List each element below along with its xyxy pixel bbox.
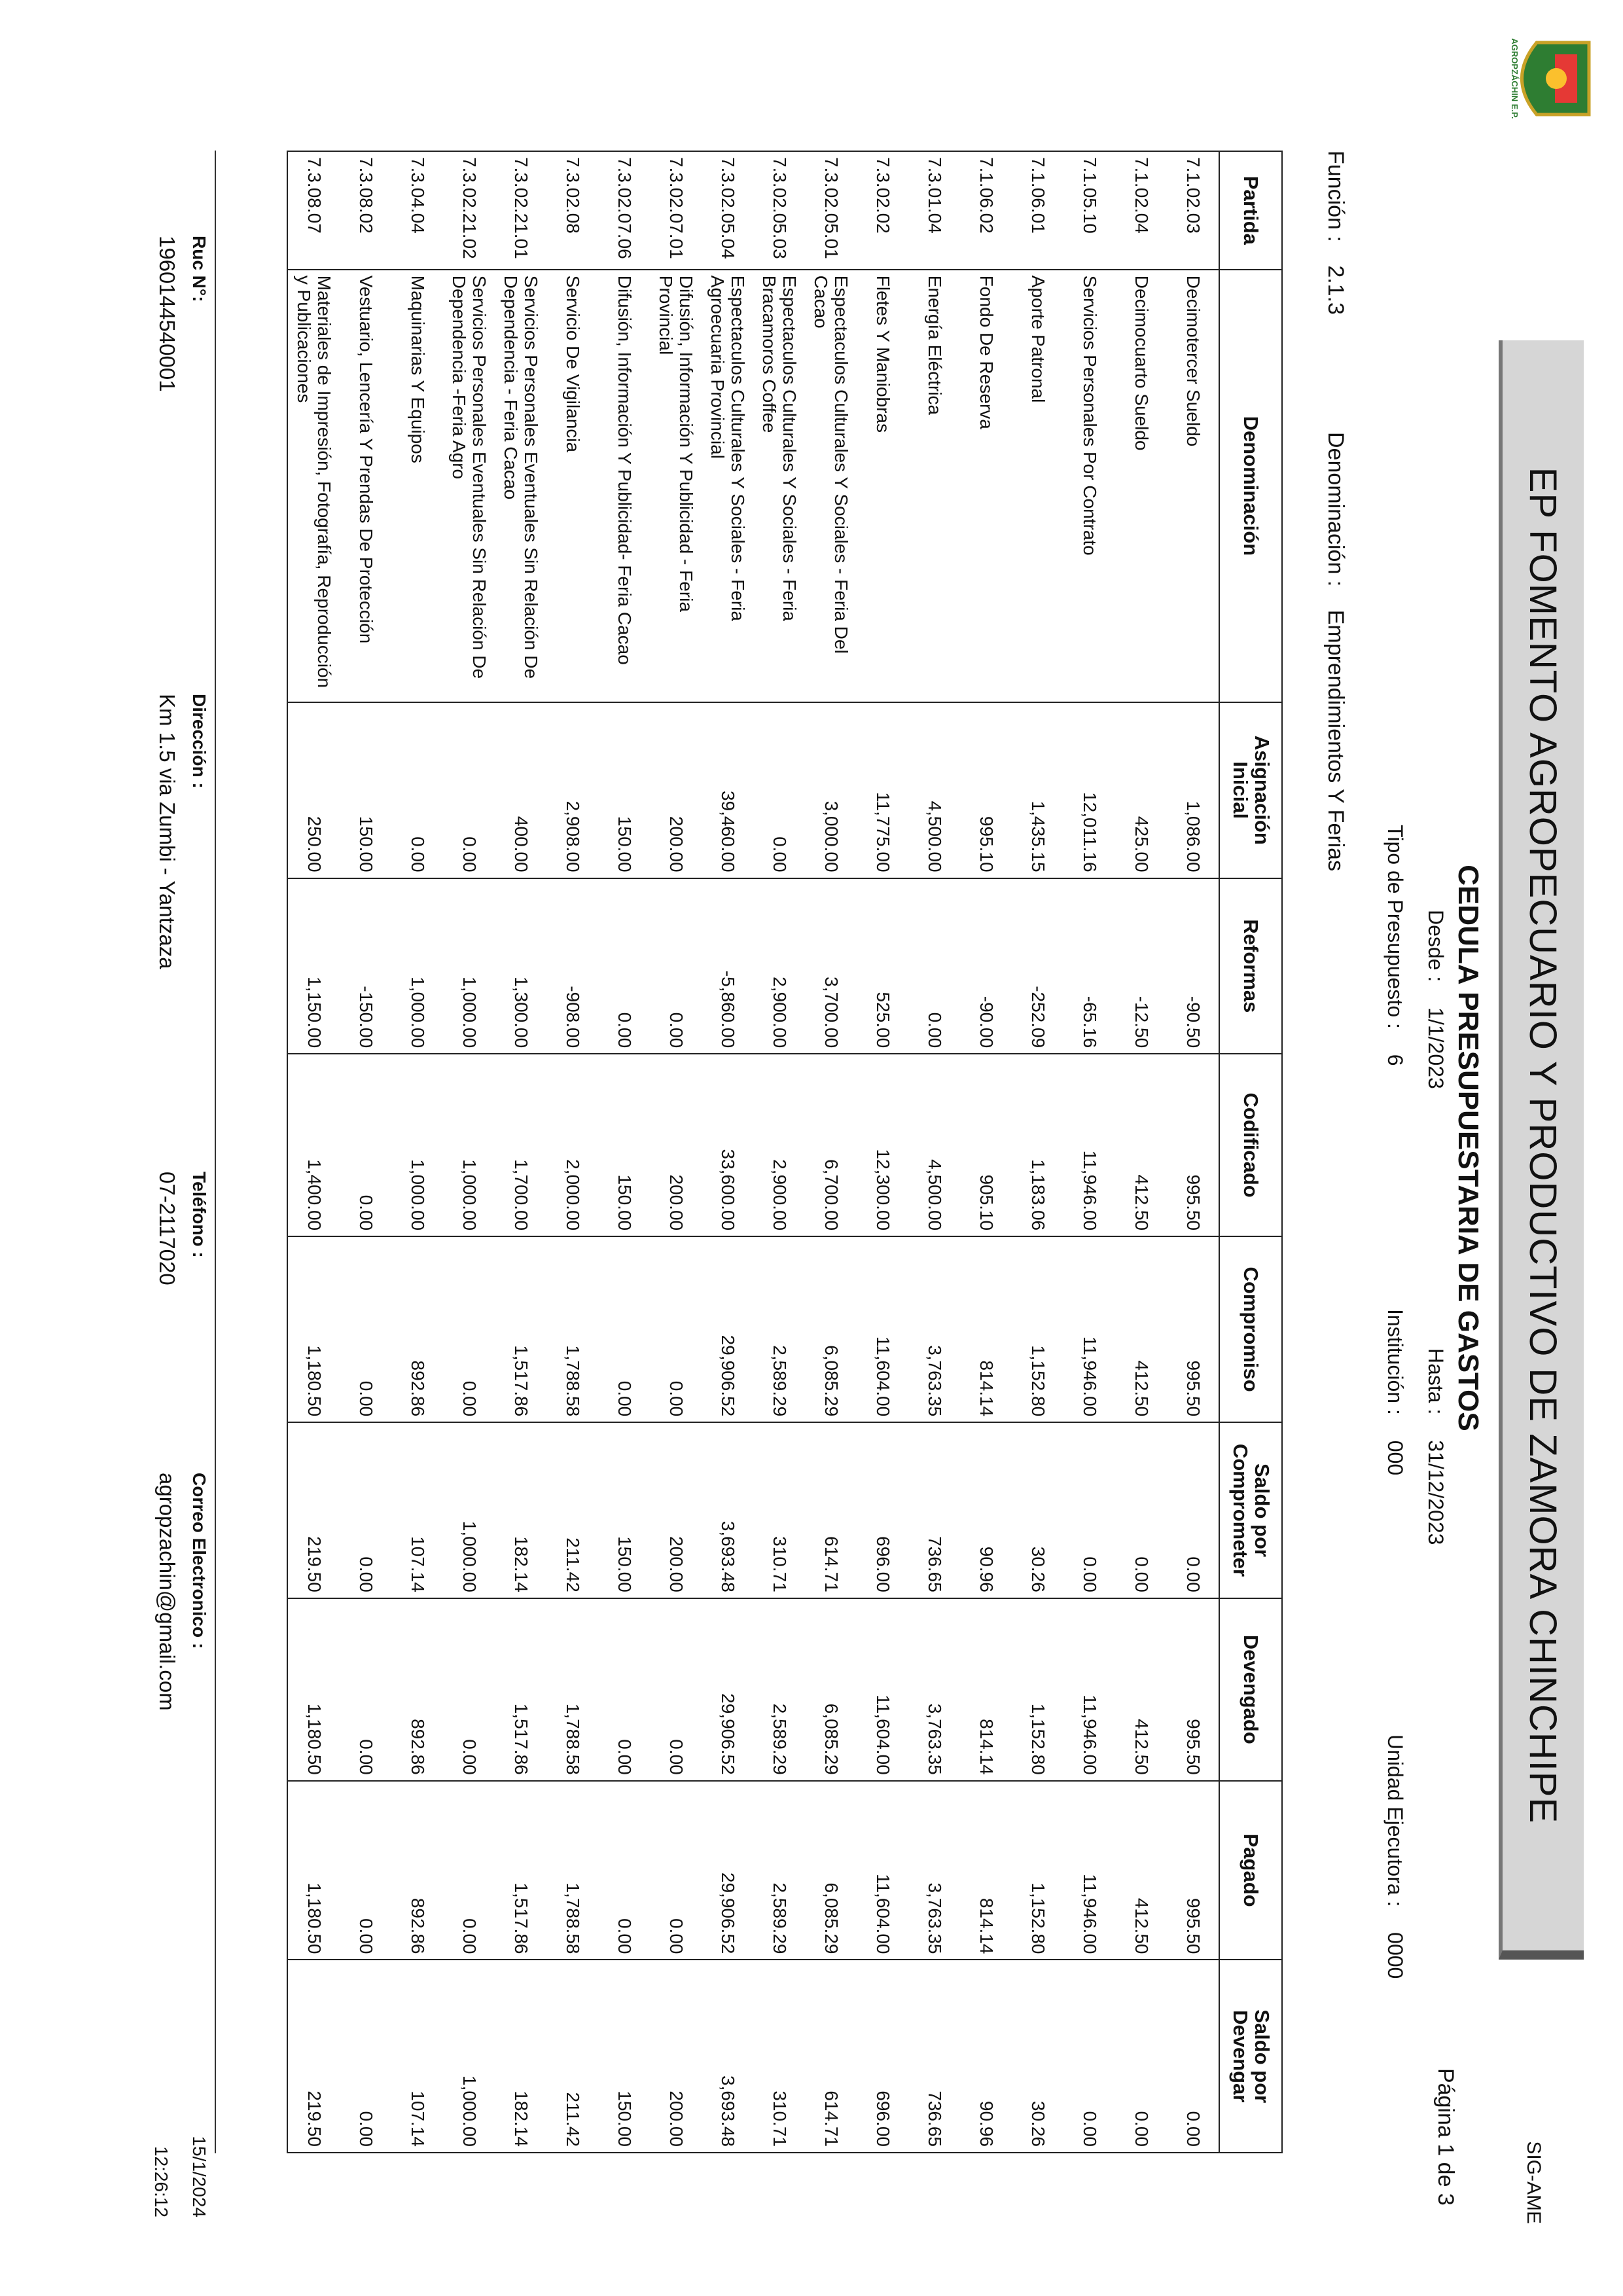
amount-cell: 0.00 <box>598 1236 650 1422</box>
amount-cell: 11,604.00 <box>857 1236 908 1422</box>
footer-email <box>154 1473 209 1711</box>
denominacion-cell: Energía Eléctrica <box>908 270 960 702</box>
amount-cell: 219.50 <box>287 1422 340 1598</box>
amount-cell: 696.00 <box>857 1422 908 1598</box>
amount-cell: 12,300.00 <box>857 1054 908 1236</box>
report-title: CEDULA PRESUPUESTARIA DE GASTOS <box>1452 865 1484 1431</box>
partida-cell: 7.1.05.10 <box>1063 151 1115 270</box>
system-label: SIG-AME <box>1523 2141 1544 2224</box>
amount-cell: 1,152.80 <box>1012 1598 1063 1781</box>
table-row <box>857 151 908 2153</box>
email-label: Correo Electronico : <box>189 1473 209 1649</box>
denominacion-cell: Servicios Personales Eventuales Sin Relación De Dependencia -Feria Agro <box>443 270 495 702</box>
function-denomination-value: Emprendimientos Y Ferias <box>1323 609 1348 872</box>
amount-cell: 11,946.00 <box>1063 1598 1115 1781</box>
amount-cell: 0.00 <box>1167 1422 1219 1598</box>
amount-cell: 0.00 <box>340 1781 391 1960</box>
amount-cell: 200.00 <box>650 1054 702 1236</box>
table-row <box>1167 151 1219 2153</box>
institution-title: EP FOMENTO AGROPECUARIO Y PRODUCTIVO DE ZAMORA CHINCHIPE <box>1522 467 1565 1824</box>
partida-cell: 7.3.02.08 <box>546 151 598 270</box>
amount-cell: 90.96 <box>960 1960 1012 2153</box>
address-label: Dirección : <box>189 694 209 789</box>
amount-cell: 425.00 <box>1115 702 1167 878</box>
amount-cell: 0.00 <box>340 1598 391 1781</box>
partida-cell: 7.3.04.04 <box>391 151 443 270</box>
function-label: Función : <box>1323 151 1348 242</box>
table-row <box>443 151 495 2153</box>
amount-cell: 11,946.00 <box>1063 1236 1115 1422</box>
amount-cell: 736.65 <box>908 1960 960 2153</box>
amount-cell: 905.10 <box>960 1054 1012 1236</box>
footer-phone <box>154 1172 209 1285</box>
table-body <box>287 151 1219 2153</box>
partida-cell: 7.3.01.04 <box>908 151 960 270</box>
partida-cell: 7.3.02.21.02 <box>443 151 495 270</box>
amount-cell: 995.50 <box>1167 1054 1219 1236</box>
partida-cell: 7.3.02.05.04 <box>702 151 753 270</box>
amount-cell: 0.00 <box>443 1598 495 1781</box>
amount-cell: 90.96 <box>960 1422 1012 1598</box>
amount-cell: 11,946.00 <box>1063 1781 1115 1960</box>
amount-cell: 1,000.00 <box>443 1054 495 1236</box>
amount-cell: 814.14 <box>960 1236 1012 1422</box>
amount-cell: -90.00 <box>960 878 1012 1054</box>
table-row <box>598 151 650 2153</box>
amount-cell: 0.00 <box>598 1598 650 1781</box>
executing-unit <box>1383 1734 1407 1979</box>
column-header: Devengado <box>1219 1598 1282 1781</box>
table-row <box>960 151 1012 2153</box>
amount-cell: 1,152.80 <box>1012 1781 1063 1960</box>
amount-cell: 0.00 <box>1063 1960 1115 2153</box>
function-code <box>1323 151 1348 315</box>
amount-cell: 30.26 <box>1012 1960 1063 2153</box>
column-header: Asignación Inicial <box>1219 702 1282 878</box>
amount-cell: 1,788.58 <box>546 1598 598 1781</box>
table-row <box>287 151 340 2153</box>
amount-cell: 0.00 <box>1115 1960 1167 2153</box>
amount-cell: 12,011.16 <box>1063 702 1115 878</box>
column-header: Reformas <box>1219 878 1282 1054</box>
amount-cell: 6,085.29 <box>805 1781 857 1960</box>
amount-cell: 1,700.00 <box>495 1054 546 1236</box>
amount-cell: 1,000.00 <box>443 1960 495 2153</box>
column-header: Partida <box>1219 151 1282 270</box>
partida-cell: 7.3.02.02 <box>857 151 908 270</box>
amount-cell: 1,788.58 <box>546 1781 598 1960</box>
amount-cell: 1,180.50 <box>287 1236 340 1422</box>
footer-address <box>154 694 209 969</box>
amount-cell: 412.50 <box>1115 1598 1167 1781</box>
ruc-value: 1960144540001 <box>155 236 179 392</box>
amount-cell: 4,500.00 <box>908 702 960 878</box>
amount-cell: 1,435.15 <box>1012 702 1063 878</box>
column-header: Saldo por Devengar <box>1219 1960 1282 2153</box>
institution-title-banner <box>1499 340 1584 1960</box>
table-row <box>495 151 546 2153</box>
amount-cell: 412.50 <box>1115 1781 1167 1960</box>
amount-cell: 29,906.52 <box>702 1598 753 1781</box>
amount-cell: 39,460.00 <box>702 702 753 878</box>
table-row <box>391 151 443 2153</box>
amount-cell: -12.50 <box>1115 878 1167 1054</box>
amount-cell: 400.00 <box>495 702 546 878</box>
amount-cell: 0.00 <box>443 702 495 878</box>
table-header <box>1219 151 1282 2153</box>
denominacion-cell: Decimocuarto Sueldo <box>1115 270 1167 702</box>
amount-cell: 1,300.00 <box>495 878 546 1054</box>
amount-cell: 3,693.48 <box>702 1422 753 1598</box>
table-row <box>650 151 702 2153</box>
ruc-label: Ruc N°: <box>189 236 209 302</box>
agropzachin-logo <box>1497 29 1596 128</box>
amount-cell: 1,180.50 <box>287 1781 340 1960</box>
amount-cell: 11,946.00 <box>1063 1054 1115 1236</box>
amount-cell: 614.71 <box>805 1960 857 2153</box>
partida-cell: 7.3.08.02 <box>340 151 391 270</box>
denominacion-cell: Fondo De Reserva <box>960 270 1012 702</box>
amount-cell: 1,000.00 <box>391 1054 443 1236</box>
svg-text:AGROPZÁCHIN E.P.: AGROPZÁCHIN E.P. <box>1510 38 1520 119</box>
date-from-value: 1/1/2023 <box>1424 1007 1448 1089</box>
amount-cell: 0.00 <box>753 702 805 878</box>
amount-cell: 11,775.00 <box>857 702 908 878</box>
partida-cell: 7.3.02.05.03 <box>753 151 805 270</box>
amount-cell: 6,085.29 <box>805 1598 857 1781</box>
amount-cell: 2,589.29 <box>753 1236 805 1422</box>
amount-cell: -252.09 <box>1012 878 1063 1054</box>
print-date: 15/1/2024 <box>189 2136 209 2217</box>
amount-cell: 30.26 <box>1012 1422 1063 1598</box>
amount-cell: 150.00 <box>598 702 650 878</box>
institution-label: Institución : <box>1383 1309 1407 1415</box>
amount-cell: 250.00 <box>287 702 340 878</box>
amount-cell: 995.50 <box>1167 1598 1219 1781</box>
table-row <box>702 151 753 2153</box>
amount-cell: -5,860.00 <box>702 878 753 1054</box>
amount-cell: 219.50 <box>287 1960 340 2153</box>
amount-cell: 107.14 <box>391 1422 443 1598</box>
amount-cell: 1,150.00 <box>287 878 340 1054</box>
table-row <box>805 151 857 2153</box>
amount-cell: 200.00 <box>650 702 702 878</box>
amount-cell: 150.00 <box>598 1422 650 1598</box>
executing-unit-value: 0000 <box>1383 1932 1407 1979</box>
amount-cell: 200.00 <box>650 1960 702 2153</box>
amount-cell: 0.00 <box>650 1598 702 1781</box>
amount-cell: 150.00 <box>340 702 391 878</box>
budget-table <box>287 151 1283 2153</box>
table-row <box>546 151 598 2153</box>
amount-cell: 525.00 <box>857 878 908 1054</box>
amount-cell: 3,763.35 <box>908 1598 960 1781</box>
function-denomination <box>1323 432 1348 871</box>
table-row <box>1012 151 1063 2153</box>
amount-cell: 1,517.86 <box>495 1781 546 1960</box>
denominacion-cell: Difusión, Información Y Publicidad- Feria Cacao <box>598 270 650 702</box>
denominacion-cell: Vestuario, Lencería Y Prendas De Protección <box>340 270 391 702</box>
table-row <box>753 151 805 2153</box>
partida-cell: 7.3.02.05.01 <box>805 151 857 270</box>
phone-value: 07-2117020 <box>155 1172 179 1285</box>
amount-cell: 1,086.00 <box>1167 702 1219 878</box>
amount-cell: 0.00 <box>598 1781 650 1960</box>
amount-cell: -65.16 <box>1063 878 1115 1054</box>
partida-cell: 7.1.02.04 <box>1115 151 1167 270</box>
denominacion-cell: Decimotercer Sueldo <box>1167 270 1219 702</box>
amount-cell: 0.00 <box>340 1960 391 2153</box>
amount-cell: 6,700.00 <box>805 1054 857 1236</box>
amount-cell: 2,908.00 <box>546 702 598 878</box>
amount-cell: 310.71 <box>753 1422 805 1598</box>
denominacion-cell: Espectaculos Culturales Y Sociales - Feria Bracamoros Coffee <box>753 270 805 702</box>
amount-cell: 1,183.06 <box>1012 1054 1063 1236</box>
denominacion-cell: Aporte Patronal <box>1012 270 1063 702</box>
amount-cell: 3,763.35 <box>908 1781 960 1960</box>
amount-cell: 995.10 <box>960 702 1012 878</box>
amount-cell: 0.00 <box>443 1236 495 1422</box>
executing-unit-label: Unidad Ejecutora : <box>1383 1734 1407 1907</box>
date-to-label: Hasta : <box>1424 1348 1448 1415</box>
amount-cell: 2,589.29 <box>753 1781 805 1960</box>
amount-cell: 1,000.00 <box>443 878 495 1054</box>
table-row <box>1115 151 1167 2153</box>
amount-cell: 182.14 <box>495 1422 546 1598</box>
denominacion-cell: Servicio De Vigilancia <box>546 270 598 702</box>
date-from-label: Desde : <box>1424 910 1448 982</box>
amount-cell: 200.00 <box>650 1422 702 1598</box>
amount-cell: 995.50 <box>1167 1781 1219 1960</box>
amount-cell: 892.86 <box>391 1236 443 1422</box>
amount-cell: 3,000.00 <box>805 702 857 878</box>
amount-cell: 0.00 <box>650 1236 702 1422</box>
amount-cell: 3,700.00 <box>805 878 857 1054</box>
footer-divider <box>215 151 216 2153</box>
amount-cell: 412.50 <box>1115 1054 1167 1236</box>
budget-type <box>1383 825 1407 1066</box>
denominacion-cell: Servicios Personales Eventuales Sin Relación De Dependencia - Feria Cacao <box>495 270 546 702</box>
table-row <box>908 151 960 2153</box>
amount-cell: -90.50 <box>1167 878 1219 1054</box>
amount-cell: 11,604.00 <box>857 1598 908 1781</box>
amount-cell: 614.71 <box>805 1422 857 1598</box>
partida-cell: 7.3.02.07.01 <box>650 151 702 270</box>
amount-cell: 892.86 <box>391 1598 443 1781</box>
amount-cell: 1,517.86 <box>495 1598 546 1781</box>
institution-value: 000 <box>1383 1440 1407 1476</box>
amount-cell: -150.00 <box>340 878 391 1054</box>
denominacion-cell: Servicios Personales Por Contrato <box>1063 270 1115 702</box>
amount-cell: 0.00 <box>340 1236 391 1422</box>
amount-cell: 150.00 <box>598 1054 650 1236</box>
email-value: agropzachin@gmail.com <box>155 1473 179 1711</box>
amount-cell: 0.00 <box>1115 1422 1167 1598</box>
amount-cell: 0.00 <box>650 1781 702 1960</box>
partida-cell: 7.3.02.07.06 <box>598 151 650 270</box>
date-to <box>1423 1348 1448 1545</box>
amount-cell: 1,788.58 <box>546 1236 598 1422</box>
amount-cell: 29,906.52 <box>702 1236 753 1422</box>
amount-cell: 412.50 <box>1115 1236 1167 1422</box>
function-denomination-label: Denominación : <box>1323 432 1348 587</box>
amount-cell: 150.00 <box>598 1960 650 2153</box>
amount-cell: 29,906.52 <box>702 1781 753 1960</box>
amount-cell: 0.00 <box>1167 1960 1219 2153</box>
partida-cell: 7.3.02.21.01 <box>495 151 546 270</box>
amount-cell: 211.42 <box>546 1960 598 2153</box>
amount-cell: 0.00 <box>443 1781 495 1960</box>
column-header: Denominación <box>1219 270 1282 702</box>
amount-cell: 736.65 <box>908 1422 960 1598</box>
amount-cell: 0.00 <box>340 1422 391 1598</box>
denominacion-cell: Difusión, Información Y Publicidad - Feria Provincial <box>650 270 702 702</box>
amount-cell: 3,763.35 <box>908 1236 960 1422</box>
amount-cell: 1,000.00 <box>443 1422 495 1598</box>
amount-cell: 182.14 <box>495 1960 546 2153</box>
amount-cell: 1,517.86 <box>495 1236 546 1422</box>
denominacion-cell: Fletes Y Maniobras <box>857 270 908 702</box>
phone-label: Teléfono : <box>189 1172 209 1258</box>
amount-cell: 3,693.48 <box>702 1960 753 2153</box>
amount-cell: 6,085.29 <box>805 1236 857 1422</box>
amount-cell: 2,000.00 <box>546 1054 598 1236</box>
amount-cell: 814.14 <box>960 1781 1012 1960</box>
amount-cell: 107.14 <box>391 1960 443 2153</box>
function-value: 2.1.3 <box>1323 265 1348 315</box>
partida-cell: 7.1.06.01 <box>1012 151 1063 270</box>
denominacion-cell: Materiales de Impresión, Fotografía, Reproducción y Publicaciones <box>287 270 340 702</box>
amount-cell: 0.00 <box>598 878 650 1054</box>
amount-cell: 1,000.00 <box>391 878 443 1054</box>
amount-cell: 2,900.00 <box>753 878 805 1054</box>
date-from <box>1423 910 1448 1089</box>
amount-cell: 814.14 <box>960 1598 1012 1781</box>
partida-cell: 7.1.06.02 <box>960 151 1012 270</box>
amount-cell: 4,500.00 <box>908 1054 960 1236</box>
column-header: Pagado <box>1219 1781 1282 1960</box>
partida-cell: 7.1.02.03 <box>1167 151 1219 270</box>
partida-cell: 7.3.08.07 <box>287 151 340 270</box>
amount-cell: 0.00 <box>1063 1422 1115 1598</box>
amount-cell: 0.00 <box>908 878 960 1054</box>
footer-ruc <box>154 236 209 392</box>
amount-cell: -908.00 <box>546 878 598 1054</box>
amount-cell: 892.86 <box>391 1781 443 1960</box>
print-time: 12:26:12 <box>151 2146 171 2217</box>
budget-type-value: 6 <box>1383 1054 1407 1066</box>
denominacion-cell: Espectaculos Culturales Y Sociales - Feria Del Cacao <box>805 270 857 702</box>
amount-cell: 0.00 <box>650 878 702 1054</box>
amount-cell: 995.50 <box>1167 1236 1219 1422</box>
amount-cell: 310.71 <box>753 1960 805 2153</box>
amount-cell: 1,180.50 <box>287 1598 340 1781</box>
column-header: Codificado <box>1219 1054 1282 1236</box>
amount-cell: 33,600.00 <box>702 1054 753 1236</box>
table-row <box>340 151 391 2153</box>
amount-cell: 2,589.29 <box>753 1598 805 1781</box>
page-indicator: Página 1 de 3 <box>1433 2068 1458 2206</box>
budget-type-label: Tipo de Presupuesto : <box>1383 825 1407 1029</box>
amount-cell: 1,400.00 <box>287 1054 340 1236</box>
institution <box>1383 1309 1407 1475</box>
amount-cell: 2,900.00 <box>753 1054 805 1236</box>
amount-cell: 1,152.80 <box>1012 1236 1063 1422</box>
column-header: Saldo por Comprometer <box>1219 1422 1282 1598</box>
table-row <box>1063 151 1115 2153</box>
denominacion-cell: Espectaculos Culturales Y Sociales - Feria Agroecuaria Provincial <box>702 270 753 702</box>
amount-cell: 696.00 <box>857 1960 908 2153</box>
amount-cell: 0.00 <box>391 702 443 878</box>
amount-cell: 211.42 <box>546 1422 598 1598</box>
amount-cell: 0.00 <box>340 1054 391 1236</box>
date-to-value: 31/12/2023 <box>1424 1440 1448 1545</box>
address-value: Km 1.5 via Zumbi - Yantzaza <box>155 694 179 969</box>
denominacion-cell: Maquinarias Y Equipos <box>391 270 443 702</box>
column-header: Compromiso <box>1219 1236 1282 1422</box>
amount-cell: 11,604.00 <box>857 1781 908 1960</box>
